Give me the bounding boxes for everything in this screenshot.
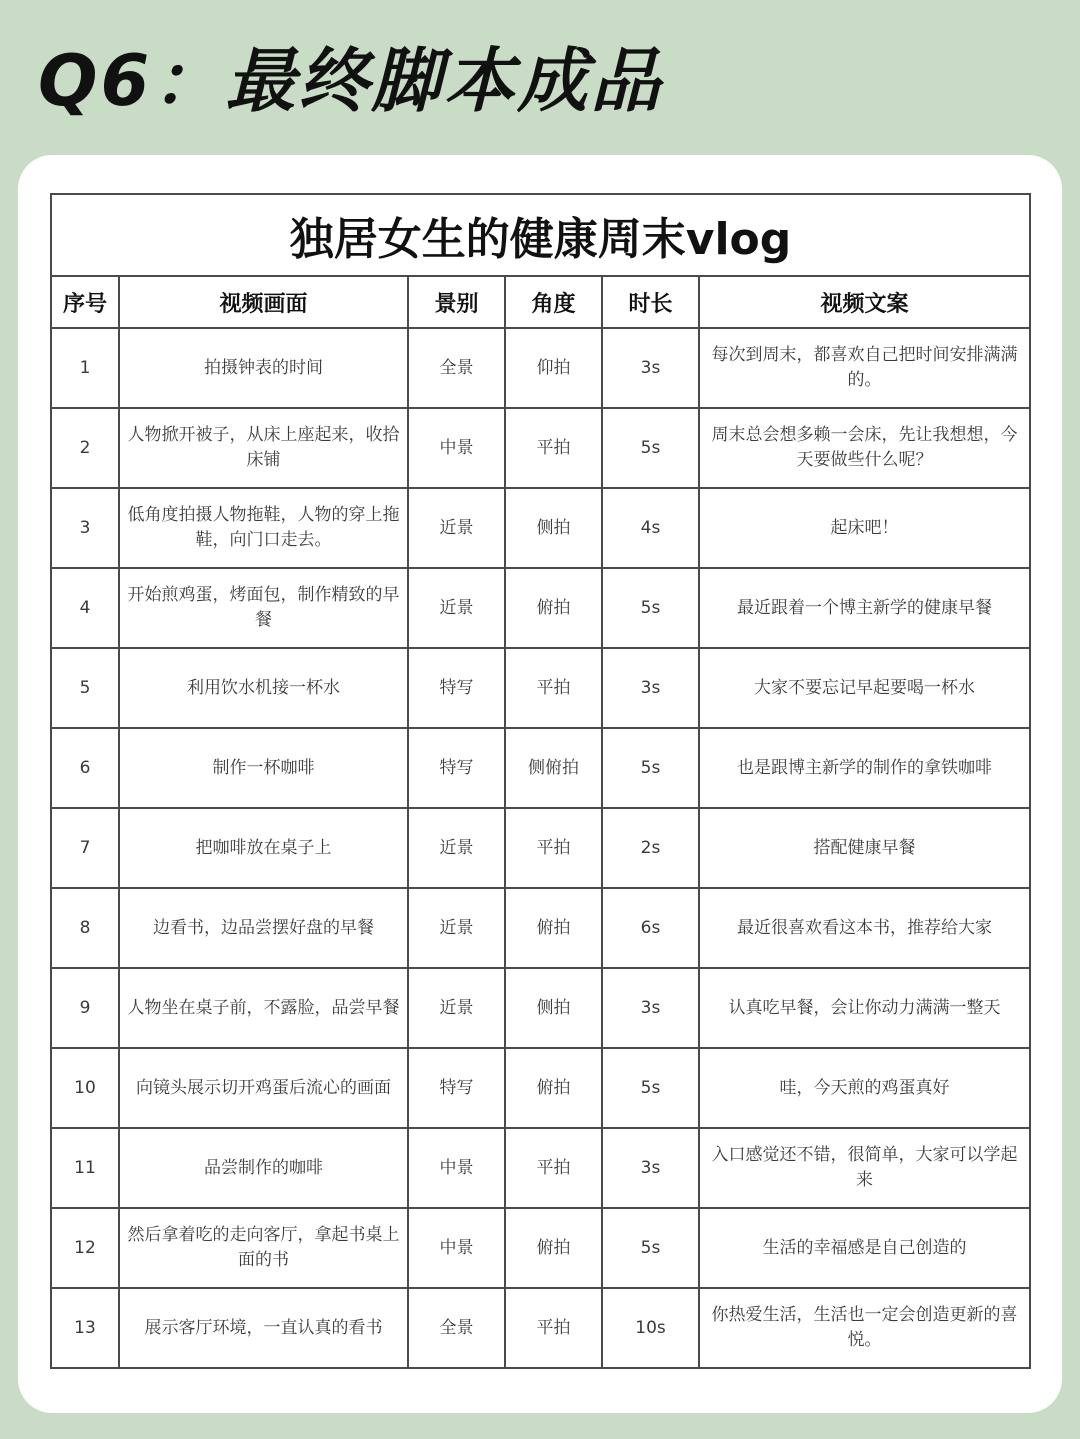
table-row (51, 488, 1030, 568)
cell-copy: 认真吃早餐，会让你动力满满一整天 (699, 968, 1030, 1048)
cell-index: 6 (51, 728, 119, 808)
cell-scene: 低角度拍摄人物拖鞋，人物的穿上拖鞋，向门口走去。 (119, 488, 408, 568)
cell-duration: 5s (602, 1208, 699, 1288)
header-scene: 视频画面 (119, 276, 408, 328)
cell-shot-size: 特写 (408, 648, 505, 728)
cell-copy: 你热爱生活，生活也一定会创造更新的喜悦。 (699, 1288, 1030, 1368)
table-row (51, 968, 1030, 1048)
table-row (51, 1048, 1030, 1128)
cell-angle: 平拍 (505, 408, 602, 488)
cell-scene: 开始煎鸡蛋，烤面包，制作精致的早餐 (119, 568, 408, 648)
script-table (50, 193, 1031, 1369)
table-row (51, 408, 1030, 488)
cell-scene: 制作一杯咖啡 (119, 728, 408, 808)
cell-index: 8 (51, 888, 119, 968)
cell-angle: 平拍 (505, 648, 602, 728)
cell-index: 5 (51, 648, 119, 728)
cell-index: 1 (51, 328, 119, 408)
cell-angle: 俯拍 (505, 568, 602, 648)
table-row (51, 648, 1030, 728)
cell-copy: 哇，今天煎的鸡蛋真好 (699, 1048, 1030, 1128)
header-index: 序号 (51, 276, 119, 328)
table-row (51, 1208, 1030, 1288)
cell-shot-size: 中景 (408, 408, 505, 488)
cell-duration: 4s (602, 488, 699, 568)
cell-angle: 侧拍 (505, 488, 602, 568)
cell-duration: 3s (602, 648, 699, 728)
cell-copy: 最近很喜欢看这本书，推荐给大家 (699, 888, 1030, 968)
header-duration: 时长 (602, 276, 699, 328)
cell-angle: 平拍 (505, 1128, 602, 1208)
cell-duration: 3s (602, 968, 699, 1048)
cell-angle: 侧拍 (505, 968, 602, 1048)
cell-duration: 5s (602, 568, 699, 648)
table-row (51, 328, 1030, 408)
cell-duration: 5s (602, 408, 699, 488)
cell-scene: 边看书，边品尝摆好盘的早餐 (119, 888, 408, 968)
cell-shot-size: 特写 (408, 1048, 505, 1128)
cell-copy: 周末总会想多赖一会床，先让我想想，今天要做些什么呢？ (699, 408, 1030, 488)
table-row (51, 728, 1030, 808)
cell-shot-size: 近景 (408, 488, 505, 568)
cell-angle: 平拍 (505, 808, 602, 888)
cell-index: 12 (51, 1208, 119, 1288)
cell-scene: 向镜头展示切开鸡蛋后流心的画面 (119, 1048, 408, 1128)
cell-index: 7 (51, 808, 119, 888)
cell-index: 10 (51, 1048, 119, 1128)
cell-index: 2 (51, 408, 119, 488)
cell-angle: 俯拍 (505, 1208, 602, 1288)
cell-angle: 俯拍 (505, 888, 602, 968)
cell-shot-size: 近景 (408, 968, 505, 1048)
cell-duration: 3s (602, 328, 699, 408)
cell-duration: 5s (602, 1048, 699, 1128)
cell-index: 4 (51, 568, 119, 648)
cell-scene: 展示客厅环境，一直认真的看书 (119, 1288, 408, 1368)
header-angle: 角度 (505, 276, 602, 328)
cell-angle: 平拍 (505, 1288, 602, 1368)
cell-shot-size: 近景 (408, 808, 505, 888)
cell-shot-size: 中景 (408, 1128, 505, 1208)
cell-copy: 生活的幸福感是自己创造的 (699, 1208, 1030, 1288)
cell-scene: 把咖啡放在桌子上 (119, 808, 408, 888)
cell-copy: 起床吧！ (699, 488, 1030, 568)
cell-copy: 入口感觉还不错，很简单，大家可以学起来 (699, 1128, 1030, 1208)
cell-duration: 10s (602, 1288, 699, 1368)
cell-angle: 仰拍 (505, 328, 602, 408)
table-row (51, 1288, 1030, 1368)
cell-shot-size: 近景 (408, 568, 505, 648)
cell-shot-size: 近景 (408, 888, 505, 968)
cell-copy: 大家不要忘记早起要喝一杯水 (699, 648, 1030, 728)
cell-duration: 5s (602, 728, 699, 808)
table-row (51, 808, 1030, 888)
cell-scene: 然后拿着吃的走向客厅，拿起书桌上面的书 (119, 1208, 408, 1288)
cell-index: 13 (51, 1288, 119, 1368)
table-row (51, 568, 1030, 648)
header-copy: 视频文案 (699, 276, 1030, 328)
table-row (51, 888, 1030, 968)
cell-copy: 搭配健康早餐 (699, 808, 1030, 888)
cell-scene: 人物掀开被子，从床上座起来，收拾床铺 (119, 408, 408, 488)
cell-scene: 拍摄钟表的时间 (119, 328, 408, 408)
cell-duration: 3s (602, 1128, 699, 1208)
cell-index: 9 (51, 968, 119, 1048)
cell-shot-size: 特写 (408, 728, 505, 808)
cell-index: 3 (51, 488, 119, 568)
page-title: Q6：最终脚本成品 (38, 40, 664, 122)
cell-copy: 每次到周末，都喜欢自己把时间安排满满的。 (699, 328, 1030, 408)
cell-copy: 也是跟博主新学的制作的拿铁咖啡 (699, 728, 1030, 808)
table-title: 独居女生的健康周末vlog (51, 194, 1030, 276)
cell-scene: 品尝制作的咖啡 (119, 1128, 408, 1208)
cell-shot-size: 全景 (408, 1288, 505, 1368)
cell-scene: 利用饮水机接一杯水 (119, 648, 408, 728)
cell-copy: 最近跟着一个博主新学的健康早餐 (699, 568, 1030, 648)
cell-index: 11 (51, 1128, 119, 1208)
cell-shot-size: 全景 (408, 328, 505, 408)
cell-shot-size: 中景 (408, 1208, 505, 1288)
cell-duration: 6s (602, 888, 699, 968)
header-shot-size: 景别 (408, 276, 505, 328)
table-row (51, 1128, 1030, 1208)
cell-angle: 俯拍 (505, 1048, 602, 1128)
cell-duration: 2s (602, 808, 699, 888)
cell-scene: 人物坐在桌子前，不露脸，品尝早餐 (119, 968, 408, 1048)
cell-angle: 侧俯拍 (505, 728, 602, 808)
table-body (51, 328, 1030, 1368)
